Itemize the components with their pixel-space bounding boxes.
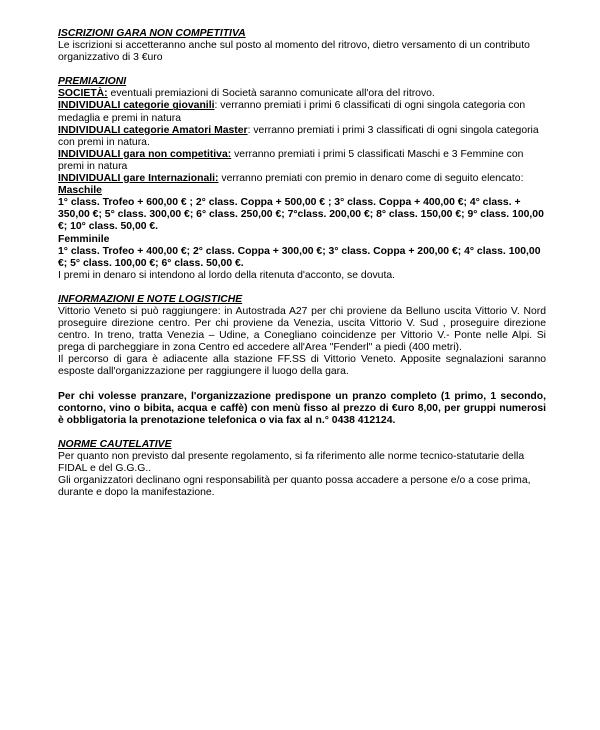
awards-noncompetitive [58, 149, 546, 173]
master-label: INDIVIDUALI categorie Amatori Master [58, 124, 248, 136]
international-label: INDIVIDUALI gare Internazionali: [58, 173, 219, 185]
noncompetitive-text: Le iscrizioni si accetteranno anche sul posto al momento del ritrovo, dietro versamento di un contributo organizzativo di 3 €uro [58, 40, 530, 64]
noncompetitive-awards-label: INDIVIDUALI gara non competitiva: [58, 148, 232, 160]
male-label: Maschile [58, 185, 102, 197]
male-prizes: 1° class. Trofeo + 600,00 € ; 2° class. Coppa + 500,00 € ; 3° class. Coppa + 400,00 €; 4° class. + 350,00 €; 5° class. 300,00 €; 6° class. 250,00 €; 7°class. 200,00 €; 8° class. 150,00 €; 9° class. 100,00 €; 10° class. 50,00 €. [58, 197, 544, 233]
international-text: verranno premiati con premio in denaro come di seguito elencato: [218, 173, 524, 185]
logistics-directions: Vittorio Veneto si può raggiungere: in Autostrada A27 per chi proviene da Belluno uscita Vittorio V. Nord proseguire direzione centro. Per chi proviene da Venezia, uscita Vittorio V. Sud , proseguire direzione centro. In treno, tratta Venezia – Udine, a Conegliano coincidenze per Vittorio V.- Ponte nelle Alpi. Si prega di parcheggiare in zona Centro ed accedere all'Area "Fenderl" a piedi (400 metri). [58, 305, 546, 354]
section-logistics [58, 294, 546, 427]
lunch-info: Per chi volesse pranzare, l'organizzazione predispone un pranzo completo (1 primo, 1 secondo, contorno, vino o bibita, acqua e caffè) con menù fisso al prezzo di €uro 8,00, per gruppi numerosi è obbligatoria la prenotazione telefonica o via fax al n.° 0438 412124. [58, 390, 546, 426]
section-noncompetitive-registration [58, 28, 546, 64]
female-prizes: 1° class. Trofeo + 400,00 €; 2° class. Coppa + 300,00 €; 3° class. Coppa + 200,00 €; 4° class. 100,00 €; 5° class. 100,00 €; 6° class. 50,00 €. [58, 245, 541, 269]
section-awards [58, 76, 546, 282]
awards-international [58, 173, 546, 185]
awards-youth [58, 100, 546, 124]
regulation-page [58, 28, 546, 499]
logistics-course: Il percorso di gara è adiacente alla stazione FF.SS di Vittorio Veneto. Apposite segnalazioni saranno esposte dall'organizzazione per raggiungere il luogo della gara. [58, 354, 546, 378]
awards-heading: PREMIAZIONI [58, 76, 127, 88]
section-precautionary-rules [58, 439, 546, 499]
spacer [58, 379, 546, 391]
youth-text: : verranno premiati i primi 6 classificati di ogni singola categoria con medaglia e premi in natura [58, 100, 526, 124]
master-text: : verranno premiati i primi 3 classificati di ogni singola categoria con premi in natura. [58, 124, 539, 148]
noncompetitive-heading: ISCRIZIONI GARA NON COMPETITIVA [58, 28, 246, 39]
noncompetitive-awards-text: verranno premiati i primi 5 classificati Maschi e 3 Femmine con premi in natura [58, 148, 524, 172]
societa-label: SOCIETÀ: [58, 88, 108, 100]
societa-text: eventuali premiazioni di Società saranno comunicate all'ora del ritrovo. [107, 88, 435, 100]
female-label: Femminile [58, 233, 110, 245]
prize-note: I premi in denaro si intendono al lordo della ritenuta d'acconto, se dovuta. [58, 269, 396, 281]
rules-fidal: Per quanto non previsto dal presente regolamento, si fa riferimento alle norme tecnico-statutarie della FIDAL e del G.G.G.. [58, 450, 525, 474]
awards-societa [58, 88, 546, 100]
rules-liability: Gli organizzatori declinano ogni responsabilità per quanto possa accadere a persone e/o a cose prima, durante e dopo la manifestazione. [58, 475, 531, 499]
youth-label: INDIVIDUALI categorie giovanili [58, 100, 215, 112]
rules-heading: NORME CAUTELATIVE [58, 438, 172, 450]
awards-master [58, 125, 546, 149]
logistics-heading: INFORMAZIONI E NOTE LOGISTICHE [58, 293, 243, 305]
